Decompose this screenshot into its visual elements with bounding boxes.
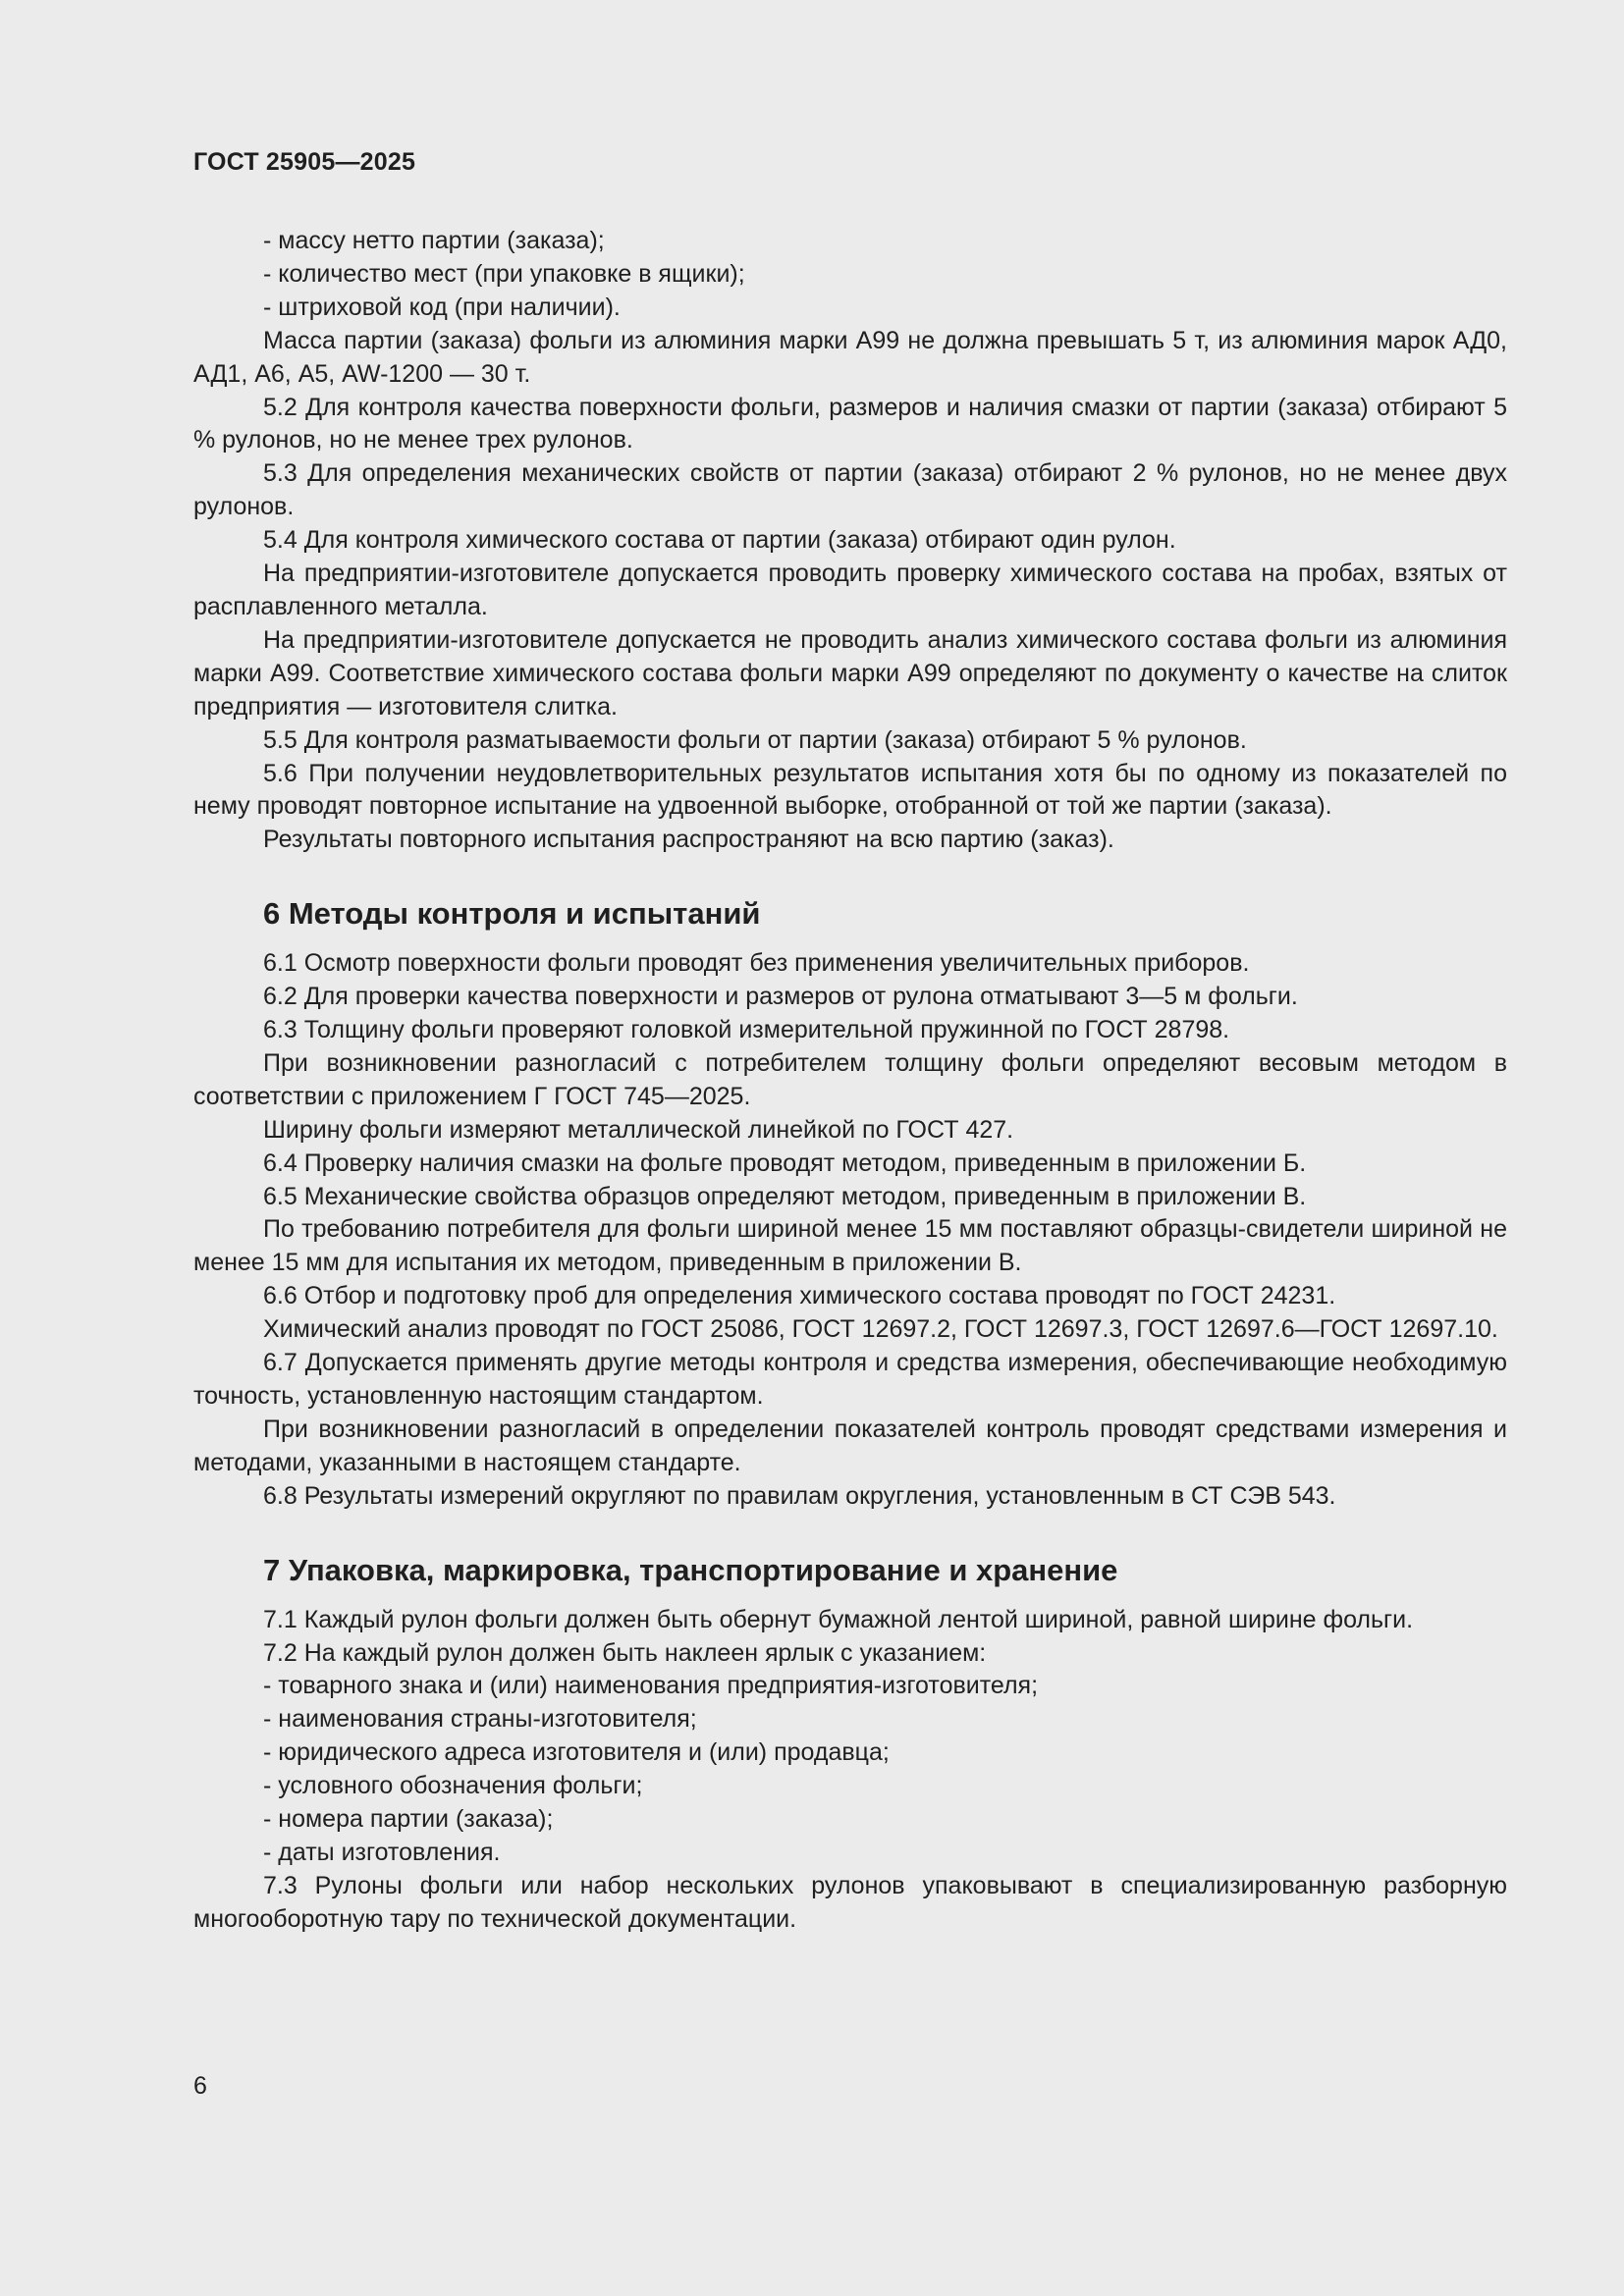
paragraph: 7.2 На каждый рулон должен быть наклеен ярлык с указанием: xyxy=(263,1638,987,1667)
paragraph: 5.4 Для контроля химического состава от партии (заказа) отбирают один рулон. xyxy=(263,526,1176,555)
paragraph: Химический анализ проводят по ГОСТ 25086, ГОСТ 12697.2, ГОСТ 12697.3, ГОСТ 12697.6—ГОСТ 12697.10. xyxy=(263,1315,1498,1344)
paragraph: При возникновении разногласий с потребителем толщину фольги определяют весовым методом в соответствии с приложением Г ГОСТ 745—2025. xyxy=(193,1048,1507,1110)
paragraph: 5.3 Для определения механических свойств от партии (заказа) отбирают 2 % рулонов, но не менее двух рулонов. xyxy=(193,459,1507,521)
list-item: - товарного знака и (или) наименования предприятия-изготовителя; xyxy=(263,1672,1039,1700)
list-item: - номера партии (заказа); xyxy=(263,1805,554,1834)
list-item: - юридического адреса изготовителя и (или) продавца; xyxy=(263,1738,890,1767)
paragraph: 6.6 Отбор и подготовку проб для определения химического состава проводят по ГОСТ 24231. xyxy=(263,1282,1336,1310)
paragraph: 6.2 Для проверки качества поверхности и размеров от рулона отматывают 3—5 м фольги. xyxy=(263,983,1298,1011)
section-heading: 6 Методы контроля и испытаний xyxy=(263,896,761,932)
list-item: - даты изготовления. xyxy=(263,1838,501,1866)
paragraph: Ширину фольги измеряют металлической линейкой по ГОСТ 427. xyxy=(263,1115,1014,1144)
paragraph: 6.3 Толщину фольги проверяют головкой измерительной пружинной по ГОСТ 28798. xyxy=(263,1016,1230,1044)
list-item: - массу нетто партии (заказа); xyxy=(263,227,605,254)
paragraph: 7.3 Рулоны фольги или набор нескольких рулонов упаковывают в специализированную разборную многооборотную тару по технической документации. xyxy=(193,1871,1507,1933)
paragraph: 5.5 Для контроля разматываемости фольги от партии (заказа) отбирают 5 % рулонов. xyxy=(263,725,1247,754)
list-item: - количество мест (при упаковке в ящики); xyxy=(263,259,745,288)
paragraph: По требованию потребителя для фольги шириной менее 15 мм поставляют образцы-свидетели шириной не менее 15 мм для испытания их методом, приведенным в приложении В. xyxy=(193,1215,1507,1277)
paragraph: 7.1 Каждый рулон фольги должен быть обернут бумажной лентой шириной, равной ширине фольги. xyxy=(263,1605,1414,1633)
section-heading: 7 Упаковка, маркировка, транспортирование и хранение xyxy=(263,1552,1118,1587)
list-item: - штриховой код (при наличии). xyxy=(263,293,621,321)
section-spacer xyxy=(193,1514,1507,1551)
section-spacer xyxy=(193,934,1507,947)
paragraph: 6.4 Проверку наличия смазки на фольге проводят методом, приведенным в приложении Б. xyxy=(263,1148,1307,1177)
list-item: - наименования страны-изготовителя; xyxy=(263,1705,697,1734)
paragraph: 6.7 Допускается применять другие методы контроля и средства измерения, обеспечивающие необходимую точность, установленную настоящим стандартом. xyxy=(193,1349,1507,1410)
section-spacer xyxy=(193,857,1507,894)
paragraph: 6.8 Результаты измерений округляют по правилам округления, установленным в СТ СЭВ 543. xyxy=(263,1481,1336,1510)
paragraph: На предприятии-изготовителе допускается не проводить анализ химического состава фольги из алюминия марки А99. Соответствие химического состава фольги марки А99 определяют по документу о качестве на слиток предприятия — изготовителя слитка. xyxy=(193,625,1507,721)
document-body xyxy=(193,225,1507,1937)
paragraph: Результаты повторного испытания распространяют на всю партию (заказ). xyxy=(263,826,1114,854)
paragraph: 5.6 При получении неудовлетворительных результатов испытания хотя бы по одному из показателей по нему проводят повторное испытание на удвоенной выборке, отобранной от той же партии (заказа). xyxy=(193,759,1507,821)
list-item: - условного обозначения фольги; xyxy=(263,1772,643,1800)
paragraph: При возникновении разногласий в определении показателей контроль проводят средствами измерения и методами, указанными в настоящем стандарте. xyxy=(193,1415,1507,1476)
paragraph: На предприятии-изготовителе допускается проводить проверку химического состава на пробах, взятых от расплавленного металла. xyxy=(193,560,1507,620)
paragraph: 6.1 Осмотр поверхности фольги проводят без применения увеличительных приборов. xyxy=(263,949,1250,978)
document-header: ГОСТ 25905—2025 xyxy=(193,148,416,176)
section-spacer xyxy=(193,1590,1507,1604)
page-number: 6 xyxy=(193,2072,207,2100)
paragraph: Масса партии (заказа) фольги из алюминия марки А99 не должна превышать 5 т, из алюминия марок АД0, АД1, А6, А5, AW-1200 — 30 т. xyxy=(193,326,1507,388)
paragraph: 6.5 Механические свойства образцов определяют методом, приведенным в приложении В. xyxy=(263,1182,1307,1210)
paragraph: 5.2 Для контроля качества поверхности фольги, размеров и наличия смазки от партии (заказа) отбирают 5 % рулонов, но не менее трех рулонов. xyxy=(193,393,1507,454)
